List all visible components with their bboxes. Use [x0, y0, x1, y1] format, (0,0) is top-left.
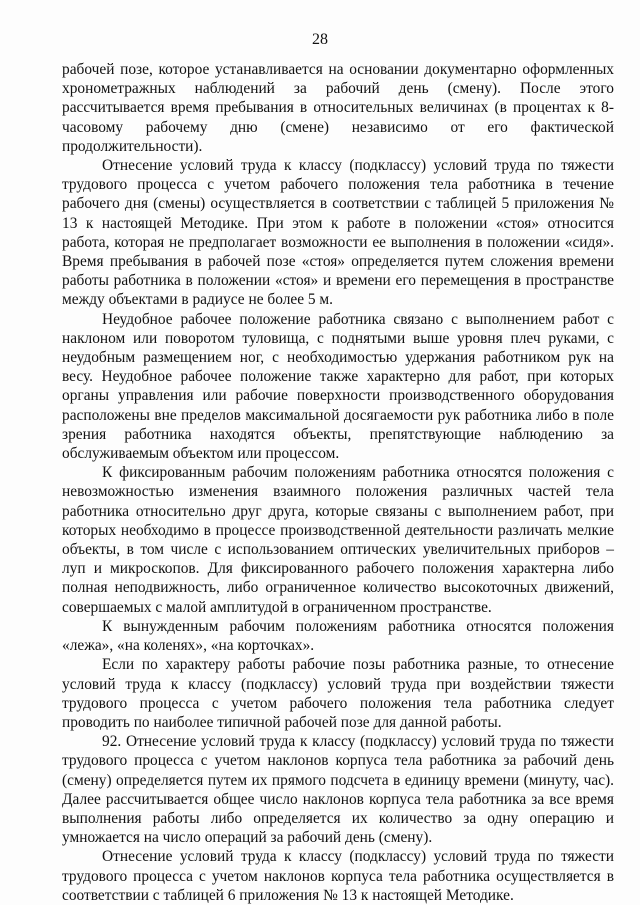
paragraph-continuation: рабочей позе, которое устанавливается на основании документарно оформленных хронометражных наблюдений за рабочий день (смену). После этого рассчитывается время пребывания в относительных величинах (в процентах к 8-часовому рабочему дню (смене) независимо от его фактической продолжительности).: [62, 61, 614, 155]
page-number: 28: [312, 31, 328, 48]
document-body: [62, 60, 614, 905]
paragraph-fixed-position: К фиксированным рабочим положениям работника относятся положения с невозможностью изменения взаимного положения различных частей тела работника относительно друг друга, которые связаны с выполнением работ, при которых необходимо в процессе производственной деятельности различать мелкие объекты, в том числе с использованием оптических увеличительных приборов – луп и микроскопов. Для фиксированного рабочего положения характерна либо полная неподвижность, либо ограниченное количество высокоточных движений, совершаемых с малой амплитудой в ограниченном пространстве.: [62, 464, 614, 616]
paragraph-bends-table-6: Отнесение условий труда к классу (подклассу) условий труда по тяжести трудового процесса с учетом наклонов корпуса тела работника осуществляется в соответствии с таблицей 6 приложения № 13 к настоящей Методике.: [62, 848, 614, 904]
paragraph-item-92: 92. Отнесение условий труда к классу (подклассу) условий труда по тяжести трудового процесса с учетом наклонов корпуса тела работника за рабочий день (смену) определяется путем их прямого подсчета в единицу времени (минуту, час). Далее рассчитывается общее число наклонов корпуса тела работника за все время выполнения работы либо определяется их количество за одну операцию и умножается на число операций за рабочий день (смену).: [62, 733, 614, 847]
paragraph-forced-position: К вынужденным рабочим положениям работника относятся положения «лежа», «на коленях», «на корточках».: [62, 617, 614, 655]
paragraph-body-position-class: Отнесение условий труда к классу (подклассу) условий труда по тяжести трудового процесса с учетом рабочего положения тела работника в течение рабочего дня (смены) осуществляется в соответствии с таблицей 5 приложения № 13 к настоящей Методике. При этом к работе в положении «стоя» относится работа, которая не предполагает возможности ее выполнения в положении «сидя». Время пребывания в рабочей позе «стоя» определяется путем сложения времени работы работника в положении «стоя» и времени его перемещения в пространстве между объектами в радиусе не более 5 м.: [62, 157, 614, 309]
paragraph-uncomfortable-position: Неудобное рабочее положение работника связано с выполнением работ с наклоном или поворотом туловища, с поднятыми выше уровня плеч руками, с неудобным размещением ног, с необходимостью удержания работником рук на весу. Неудобное рабочее положение также характерно для работ, при которых органы управления или рабочие поверхности производственного оборудования расположены вне пределов максимальной досягаемости рук работника либо в поле зрения работника находятся объекты, препятствующие наблюдению за обслуживаемым объектом или процессом.: [62, 310, 614, 463]
paragraph-different-postures: Если по характеру работы рабочие позы работника разные, то отнесение условий труда к классу (подклассу) условий труда при воздействии тяжести трудового процесса с учетом рабочего положения тела работника следует проводить по наиболее типичной рабочей позе для данной работы.: [62, 656, 614, 731]
